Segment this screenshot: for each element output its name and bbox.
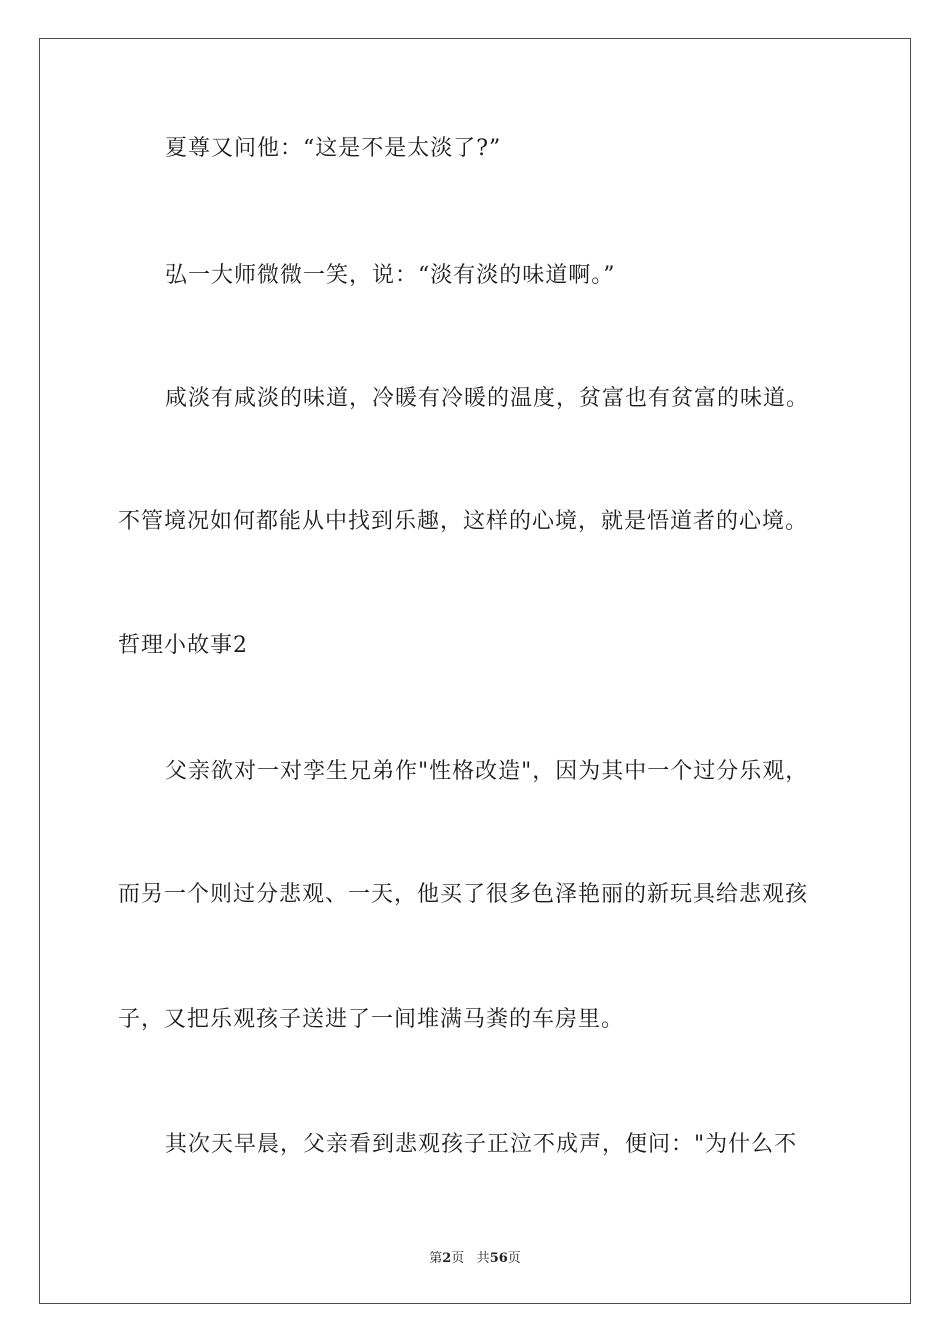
page-number: 2 [442,1251,452,1266]
paragraph-line: 不管境况如何都能从中找到乐趣，这样的心境，就是悟道者的心境。 [118,509,809,534]
paragraph-line: 子，又把乐观孩子送进了一间堆满马粪的车房里。 [118,1007,625,1032]
section-heading: 哲理小故事2 [118,633,248,658]
paragraph-line: 夏尊又问他：“这是不是太淡了?” [165,136,502,161]
footer-prefix: 第 [429,1251,443,1266]
total-pages: 56 [489,1251,508,1266]
paragraph-line: 而另一个则过分悲观、一天，他买了很多色泽艳丽的新玩具给悲观孩 [118,882,809,907]
paragraph-line: 父亲欲对一对孪生兄弟作"性格改造"，因为其中一个过分乐观， [165,759,809,784]
paragraph-line: 咸淡有咸淡的味道，冷暖有冷暖的温度，贫富也有贫富的味道。 [165,386,810,411]
paragraph-line: 其次天早晨，父亲看到悲观孩子正泣不成声，便问："为什么不 [165,1132,798,1157]
footer-page-suffix: 页 [451,1251,465,1266]
footer-total-prefix: 共 [476,1251,490,1266]
paragraph-line: 弘一大师微微一笑，说：“淡有淡的味道啊。” [165,263,616,288]
footer-total-suffix: 页 [507,1251,521,1266]
page-footer [0,1247,950,1266]
page-border [39,38,911,1304]
